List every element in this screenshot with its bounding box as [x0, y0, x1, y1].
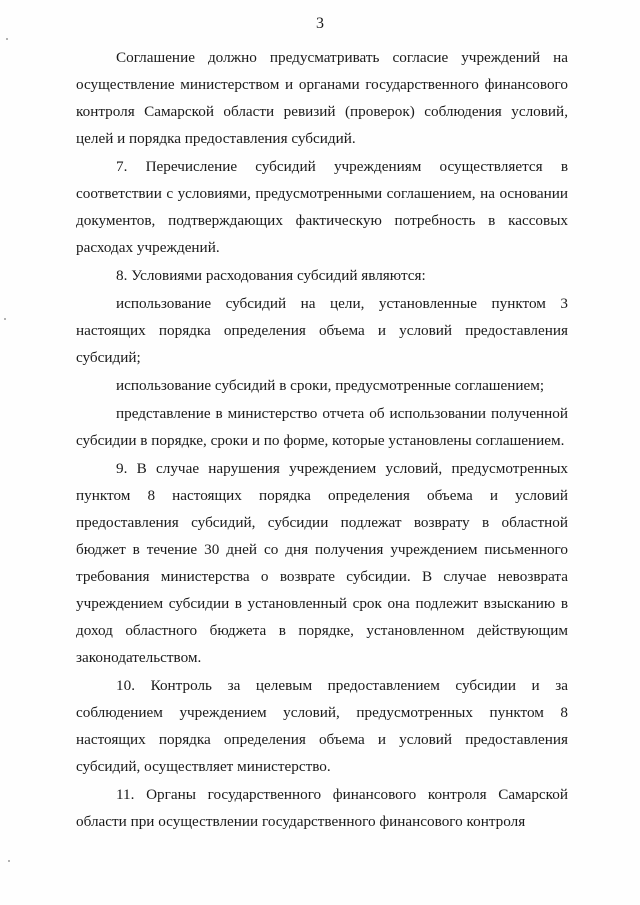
- paragraph-7: 7. Перечисление субсидий учреждениям осуществляется в соответствии с условиями, предусмотренными соглашением, на основании документов, подтверждающих фактическую потребность в кассовых расходах учреждений.: [76, 158, 568, 256]
- document-body: [76, 44, 568, 835]
- paragraph-agreement-consent: Соглашение должно предусматривать согласие учреждений на осуществление министерством и органами государственного финансового контроля Самарской области ревизий (проверок) соблюдения условий, целей и порядка предоставления субсидий.: [76, 49, 568, 147]
- paragraph-10: 10. Контроль за целевым предоставлением субсидии и за соблюдением учреждением условий, предусмотренных пунктом 8 настоящих порядка определения объема и условий предоставления субсидий, осуществляет министерство.: [76, 677, 568, 775]
- scan-speck: [4, 318, 6, 320]
- scan-speck: [6, 38, 8, 40]
- paragraph-8-item-purpose: использование субсидий на цели, установленные пунктом 3 настоящих порядка определения объема и условий предоставления субсидий;: [76, 295, 568, 366]
- paragraph-11: 11. Органы государственного финансового контроля Самарской области при осуществлении государственного финансового контроля: [76, 786, 568, 830]
- paragraph-8-heading: 8. Условиями расходования субсидий являются:: [116, 267, 426, 284]
- paragraph-9: 9. В случае нарушения учреждением условий, предусмотренных пунктом 8 настоящих порядка определения объема и условий предоставления субсидий, субсидии подлежат возврату в областной бюджет в течение 30 дней со дня получения учреждением письменного требования министерства о возврате субсидии. В случае невозврата учреждением субсидии в установленный срок она подлежит взысканию в доход областного бюджета в порядке, установленном действующим законодательством.: [76, 460, 568, 666]
- page-number: 3: [316, 15, 324, 32]
- paragraph-8-item-report: представление в министерство отчета об использовании полученной субсидии в порядке, сроки и по форме, которые установлены соглашением.: [76, 405, 568, 449]
- scan-speck: [8, 860, 10, 862]
- paragraph-8-item-terms: использование субсидий в сроки, предусмотренные соглашением;: [116, 377, 545, 394]
